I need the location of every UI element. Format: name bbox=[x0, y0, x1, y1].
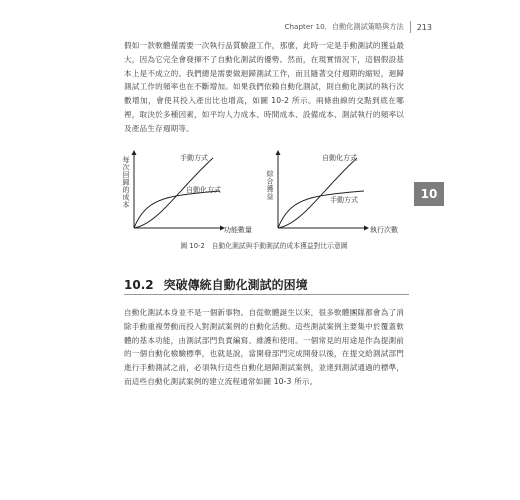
right-x-arrow bbox=[364, 226, 369, 231]
right-manual-label: 手動方式 bbox=[330, 196, 358, 204]
left-y-arrow bbox=[132, 150, 137, 155]
section-title: 突破傳統自動化測試的困境 bbox=[163, 278, 308, 292]
right-chart-y-label: 綜合獲益 bbox=[266, 170, 274, 200]
right-chart bbox=[262, 150, 412, 240]
chapter-side-tab: 10 bbox=[414, 182, 444, 206]
section-heading bbox=[124, 276, 308, 293]
left-chart-svg bbox=[118, 150, 268, 236]
right-y-arrow bbox=[276, 150, 281, 155]
left-x-label: 功能數量 bbox=[224, 226, 252, 234]
chapter-title: Chapter 10．自動化測試策略與方法 bbox=[284, 22, 404, 31]
section-rule bbox=[124, 294, 409, 295]
intro-paragraph: 假如一款軟體僅需要一次執行品質驗證工作，那麼，此時一定是手動測試的獲益最大，因為它完全會發揮不了自動化測試的優勢。然而，在現實情況下，這個假設基本上是不成立的。我們總是需要做迴歸測試工作，而且隨著交付週期的縮短，迴歸測試工作的頻率也在不斷增加。如果我們依賴自動化測試，則自動化測試的執行次數增加，會使其投入產出比也增高，如圖 10-2 所示。兩條曲線的交點到底在哪裡，取決於多種因素，如平均人力成本、時間成本、設備成本、測試執行的頻率以及產品生存週期等。 bbox=[124, 41, 404, 133]
left-manual-label: 手動方式 bbox=[180, 154, 208, 162]
header-divider bbox=[410, 21, 411, 33]
right-x-label: 執行次數 bbox=[370, 226, 398, 234]
section-number: 10.2 bbox=[124, 278, 154, 292]
left-chart-y-label: 每次回歸的成本 bbox=[122, 156, 130, 209]
left-auto-label: 自動化方式 bbox=[186, 186, 221, 194]
right-auto-label: 自動化方式 bbox=[322, 154, 357, 162]
running-header bbox=[284, 21, 432, 33]
figure-caption: 圖 10-2 自動化測試與手動測試的成本獲益對比示意圖 bbox=[180, 242, 348, 250]
right-chart-svg bbox=[262, 150, 412, 236]
left-chart bbox=[118, 150, 268, 240]
body-paragraph: 自動化測試本身並不是一個新事物。自從軟體誕生以來，很多軟體團隊都會為了消除手動重複勞動而投入對測試案例的自動化活動。這些測試案例主要集中於覆蓋軟體的基本功能，由測試部門負責編寫、維護和使用。一個常見的用途是作為提測前的一個自動化檢驗標準，也就是說，當開發部門完成開發以後，在提交給測試部門進行手動測試之前，必須執行這些自動化迴歸測試案例，並達到測試通過的標準，而這些自動化測試案例的建立流程通常如圖 10-3 所示。 bbox=[124, 308, 404, 386]
page-number: 213 bbox=[416, 22, 432, 32]
